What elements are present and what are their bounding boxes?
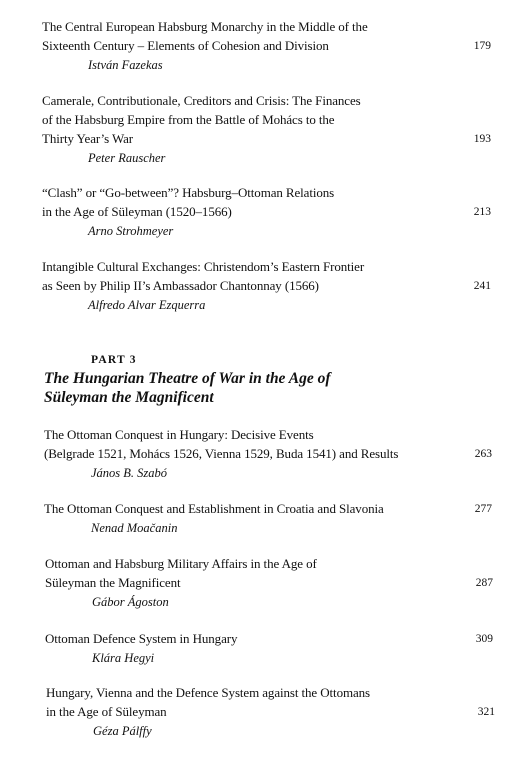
entry-title-line: Sixteenth Century – Elements of Cohesion and Division (42, 38, 329, 53)
entry-title-line: Ottoman and Habsburg Military Affairs in the Age of (45, 556, 317, 571)
entry-page-number: 287 (475, 577, 493, 589)
entry-page-number: 309 (475, 633, 493, 645)
entry-page-number: 241 (473, 280, 491, 292)
entry-title-line: Süleyman the Magnificent (45, 575, 181, 590)
entry-title-line: in the Age of Süleyman (46, 704, 167, 719)
entry-author: Klára Hegyi (92, 651, 155, 665)
part-title-line: Süleyman the Magnificent (44, 389, 214, 406)
entry-title-line: The Ottoman Conquest in Hungary: Decisive Events (44, 427, 314, 442)
entry-page-number: 193 (473, 133, 491, 145)
entry-title-line: The Central European Habsburg Monarchy in the Middle of the (42, 19, 368, 34)
entry-title-line: as Seen by Philip II’s Ambassador Chantonnay (1566) (42, 278, 319, 293)
entry-title-line: in the Age of Süleyman (1520–1566) (42, 204, 232, 219)
part-title-line: The Hungarian Theatre of War in the Age of (44, 370, 331, 387)
entry-author: János B. Szabó (91, 466, 168, 480)
entry-page-number: 179 (473, 40, 491, 52)
entry-author: Nenad Moačanin (91, 521, 178, 535)
entry-title-line: “Clash” or “Go-between”? Habsburg–Ottoman Relations (42, 185, 335, 200)
entry-title-line: Camerale, Contributionale, Creditors and Crisis: The Finances (42, 93, 361, 108)
entry-title-line: Intangible Cultural Exchanges: Christendom’s Eastern Frontier (42, 259, 365, 274)
part-label: PART 3 (91, 354, 137, 366)
entry-title-line: The Ottoman Conquest and Establishment in Croatia and Slavonia (44, 501, 384, 516)
entry-page-number: 263 (474, 448, 492, 460)
entry-title-line: Hungary, Vienna and the Defence System against the Ottomans (46, 685, 371, 700)
entry-title-line: Ottoman Defence System in Hungary (45, 631, 238, 646)
entry-author: Peter Rauscher (88, 151, 166, 165)
entry-page-number: 321 (477, 706, 495, 718)
entry-title-line: of the Habsburg Empire from the Battle of Mohács to the (42, 112, 335, 127)
entry-title-line: (Belgrade 1521, Mohács 1526, Vienna 1529, Buda 1541) and Results (44, 446, 399, 461)
entry-page-number: 213 (473, 206, 491, 218)
entry-author: Gábor Ágoston (92, 595, 169, 609)
entry-author: Géza Pálffy (93, 724, 152, 738)
entry-author: István Fazekas (88, 58, 163, 72)
entry-author: Arno Strohmeyer (88, 224, 174, 238)
entry-page-number: 277 (474, 503, 492, 515)
entry-title-line: Thirty Year’s War (42, 131, 134, 146)
entry-author: Alfredo Alvar Ezquerra (88, 298, 206, 312)
